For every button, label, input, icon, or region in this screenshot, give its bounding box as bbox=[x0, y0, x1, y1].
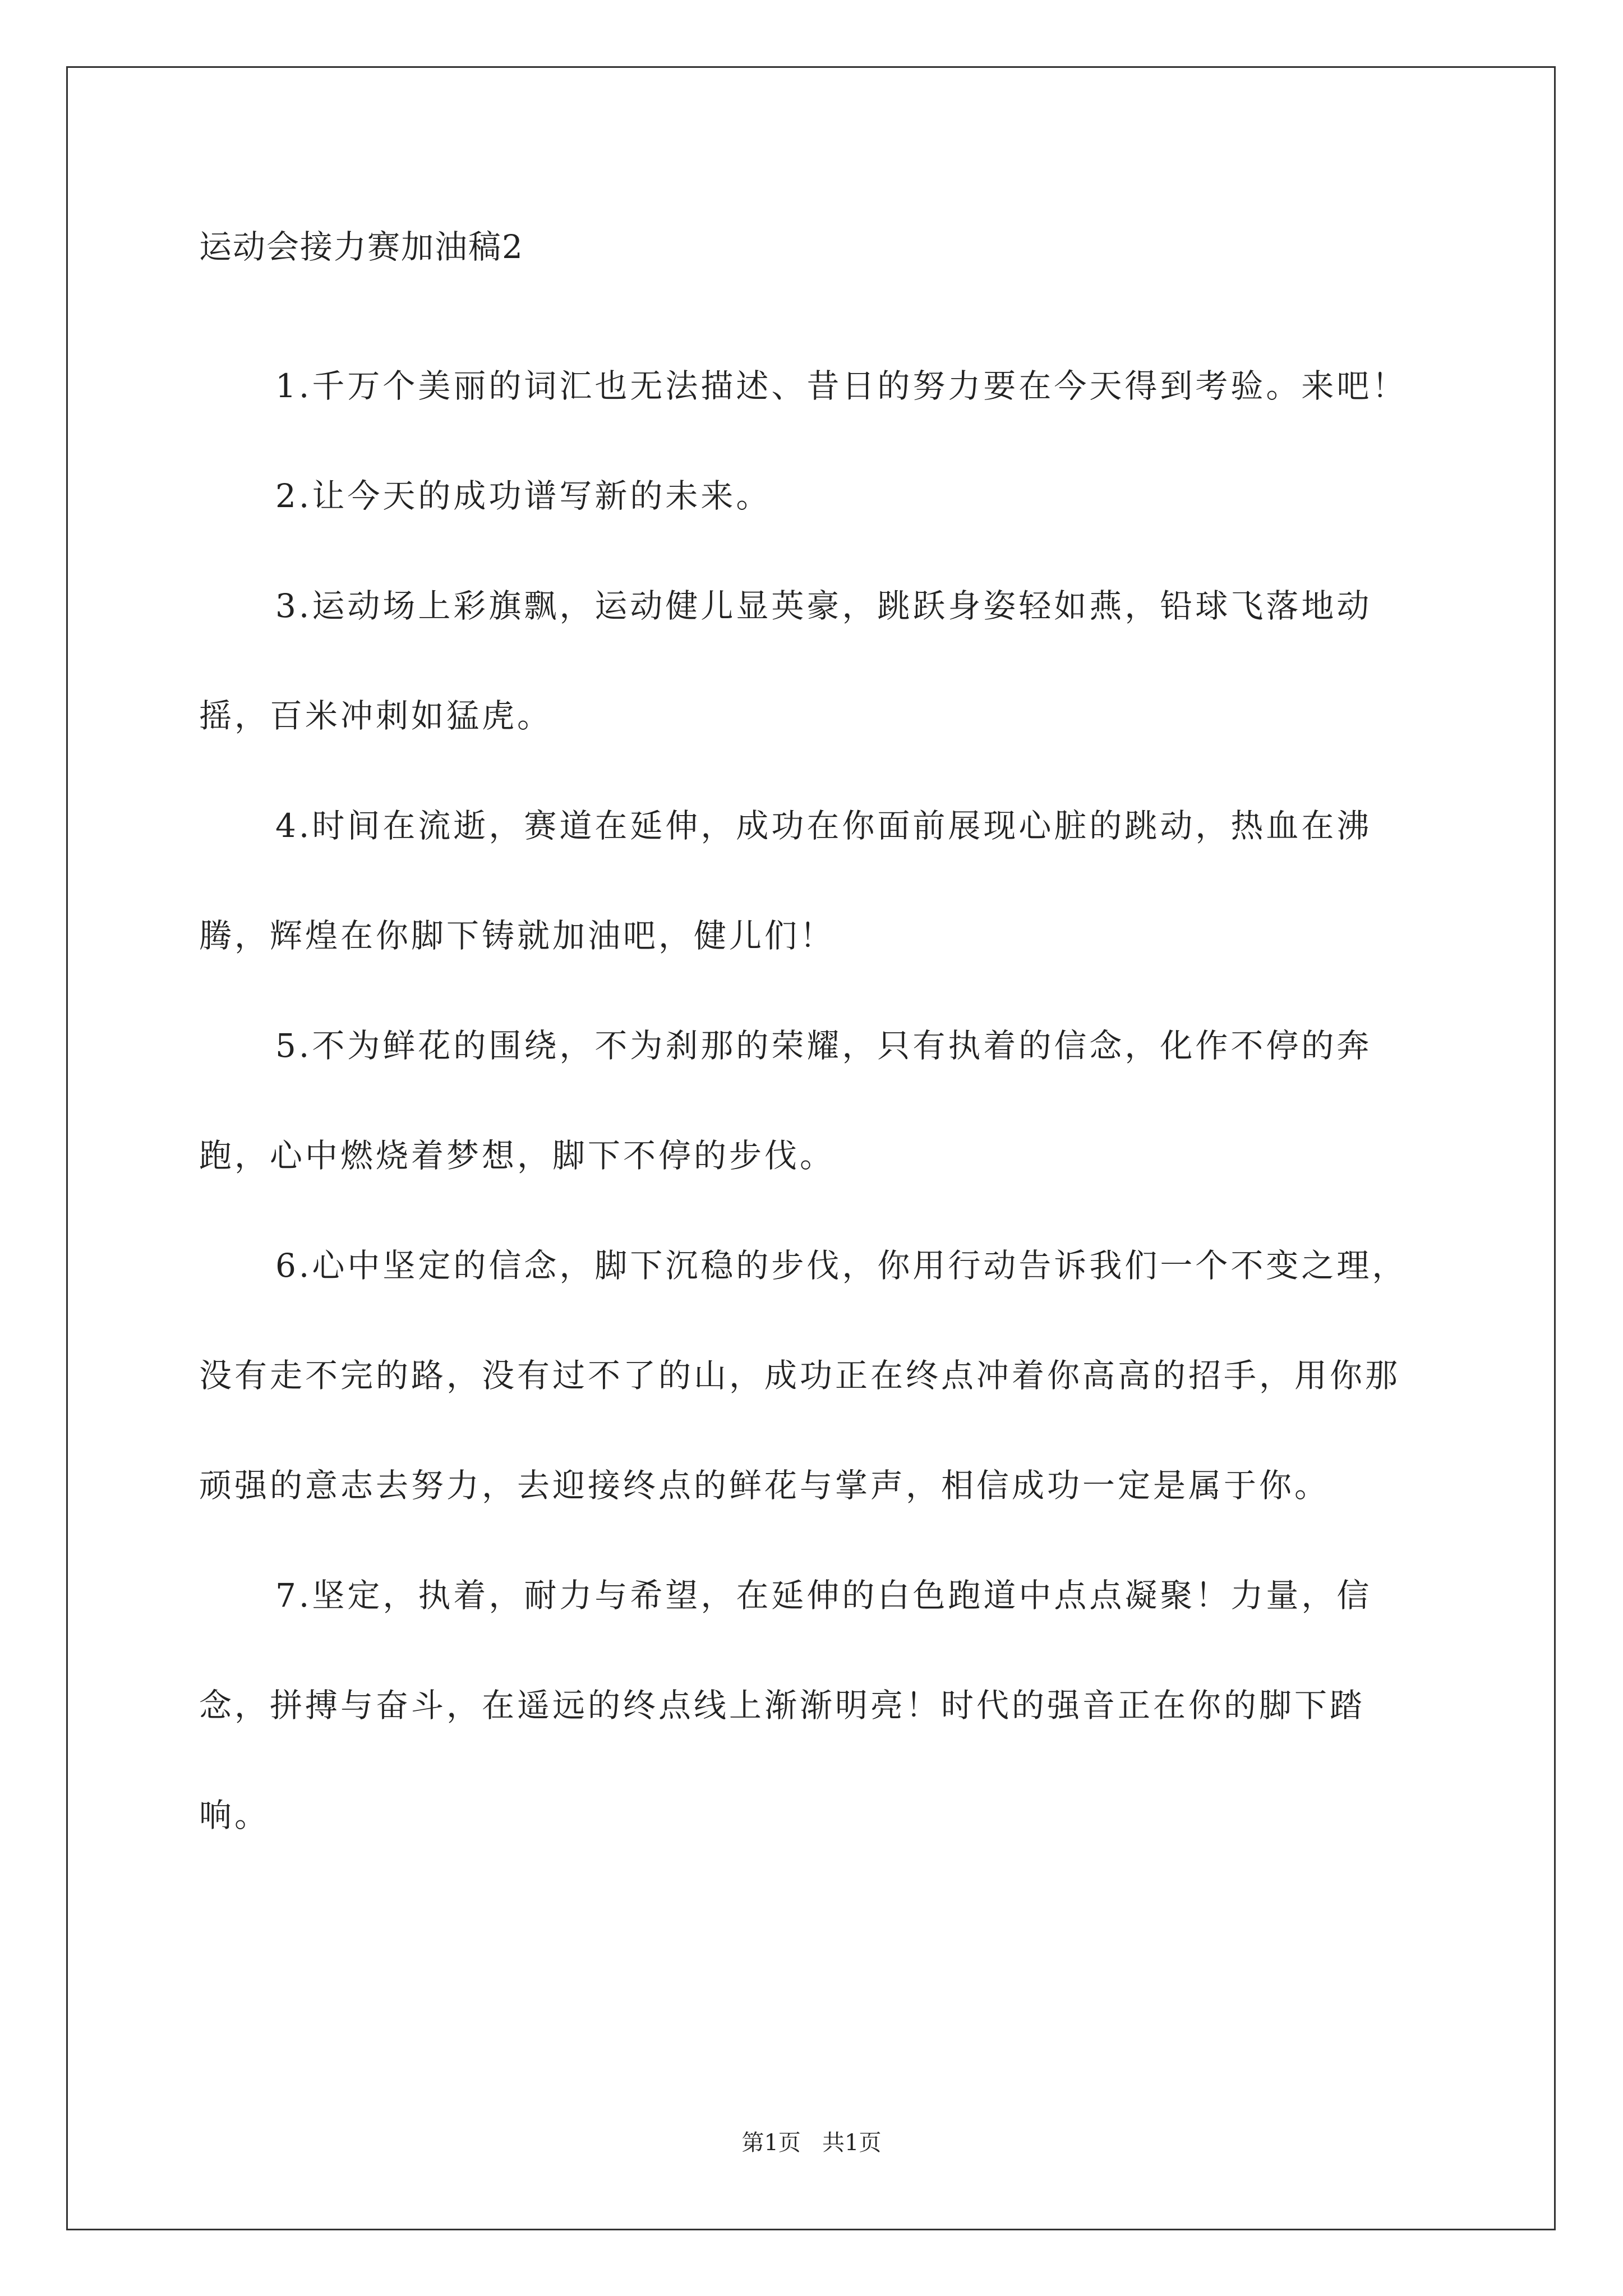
page-footer: 第1页 共1页 bbox=[741, 2130, 882, 2156]
paragraph-1: 1.千万个美丽的词汇也无法描述、昔日的努力要在今天得到考验。来吧！ bbox=[275, 367, 1408, 405]
document-body bbox=[199, 331, 1433, 1870]
paragraph-7: 7.坚定，执着，耐力与希望，在延伸的白色跑道中点点凝聚！力量，信念，拼搏与奋斗，在遥远的终点线上渐渐明亮！时代的强音正在你的脚下踏响。 bbox=[199, 1576, 1372, 1834]
paragraph-4: 4.时间在流逝，赛道在延伸，成功在你面前展现心脏的跳动，热血在沸腾，辉煌在你脚下铸就加油吧，健儿们！ bbox=[199, 807, 1372, 955]
document-title: 运动会接力赛加油稿2 bbox=[199, 228, 524, 266]
paragraph-3: 3.运动场上彩旗飘，运动健儿显英豪，跳跃身姿轻如燕，铅球飞落地动摇，百米冲刺如猛虎。 bbox=[199, 587, 1372, 735]
paragraph-6: 6.心中坚定的信念，脚下沉稳的步伐，你用行动告诉我们一个不变之理，没有走不完的路，没有过不了的山，成功正在终点冲着你高高的招手，用你那顽强的意志去努力，去迎接终点的鲜花与掌声，相信成功一定是属于你。 bbox=[199, 1246, 1408, 1504]
paragraph-5: 5.不为鲜花的围绕，不为刹那的荣耀，只有执着的信念，化作不停的奔跑，心中燃烧着梦想，脚下不停的步伐。 bbox=[199, 1027, 1372, 1175]
paragraph-2: 2.让今天的成功谱写新的未来。 bbox=[275, 477, 772, 515]
